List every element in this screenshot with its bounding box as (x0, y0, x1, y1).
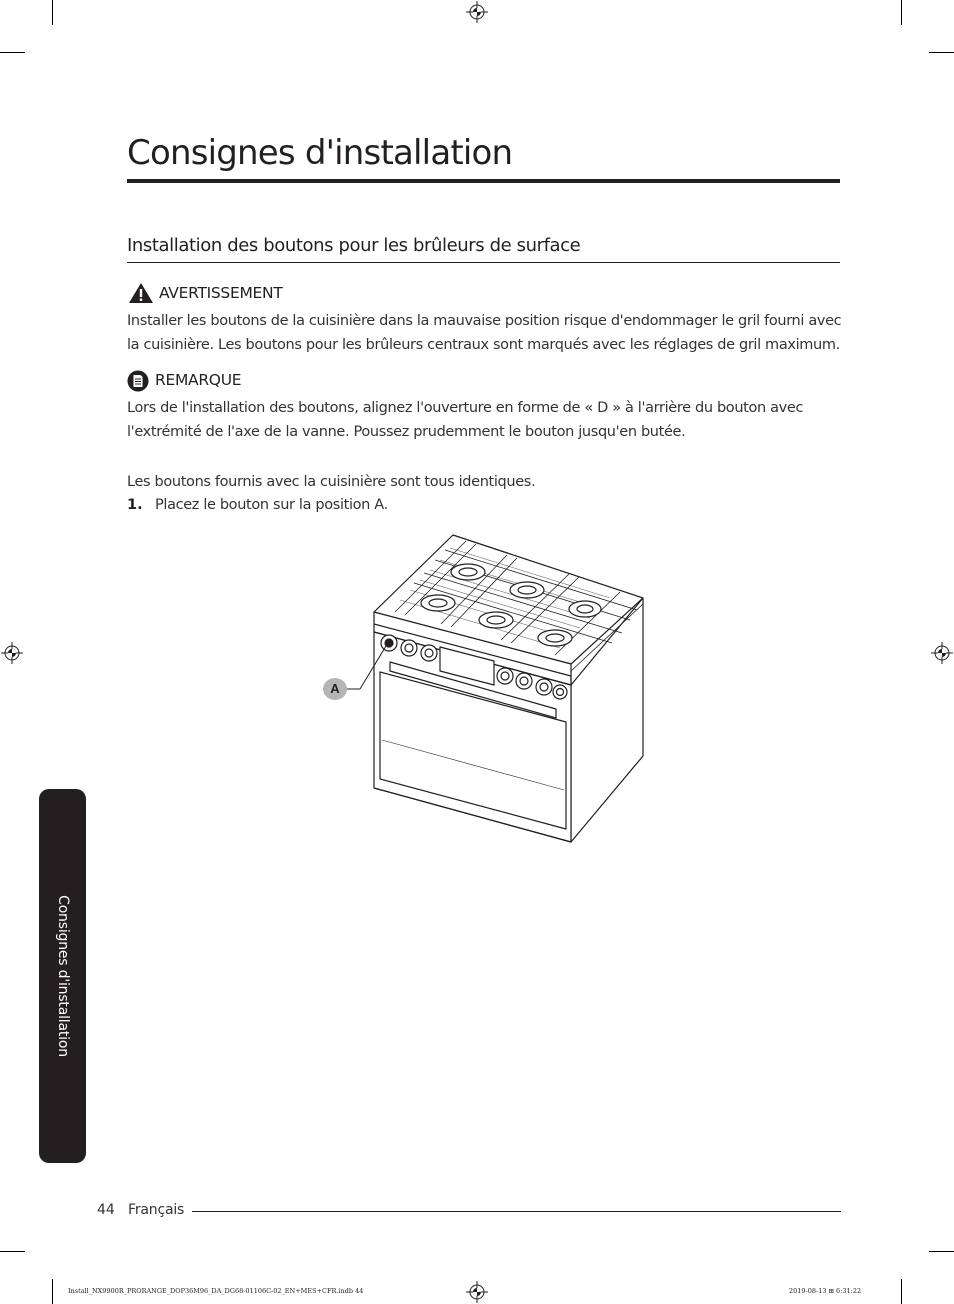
page-title: Consignes d'installation (127, 133, 513, 173)
footer-language: Français (128, 1202, 185, 1218)
crop-mark (929, 52, 954, 53)
note-line: Lors de l'installation des boutons, alignez l'ouverture en forme de « D » à l'arrière du bouton avec (127, 400, 804, 416)
section-rule (127, 262, 840, 263)
step-position: A (374, 497, 384, 513)
registration-mark-icon (1, 642, 23, 664)
range-illustration (318, 530, 648, 846)
page-number: 44 (97, 1202, 115, 1218)
crop-mark (0, 1251, 25, 1252)
crop-mark (901, 0, 902, 25)
intro-text: Les boutons fournis avec la cuisinière sont tous identiques. (127, 474, 536, 490)
step-end: . (383, 497, 388, 513)
warning-text (127, 310, 847, 357)
note-label: REMARQUE (155, 371, 242, 389)
note-text (127, 397, 847, 444)
warning-label: AVERTISSEMENT (159, 284, 283, 302)
warning-line: Installer les boutons de la cuisinière dans la mauvaise position risque d'endommager le gril fourni avec (127, 313, 842, 329)
callout-a: A (323, 678, 347, 700)
warning-triangle-icon (128, 282, 154, 304)
crop-mark (52, 1279, 53, 1304)
step-number: 1. (127, 497, 143, 513)
title-rule (127, 179, 840, 183)
crop-mark (0, 52, 25, 53)
print-slug-left: Install_NX9900R_PRORANGE_DOP36M96_DA_DG68-01106C-02_EN+MES+CFR.indb 44 (68, 1287, 364, 1295)
footer-rule (192, 1211, 841, 1212)
section-title: Installation des boutons pour les brûleurs de surface (127, 235, 581, 256)
step-text-main: Placez le bouton sur la position (155, 497, 375, 513)
note-line: l'extrémité de l'axe de la vanne. Poussez prudemment le bouton jusqu'en butée. (127, 423, 686, 440)
side-tab-label: Consignes d'installation (54, 895, 71, 1057)
print-slug-right: 2019-08-13 ⊞ 6:31:22 (789, 1287, 862, 1295)
crop-mark (901, 1279, 902, 1304)
crop-mark (929, 1251, 954, 1252)
registration-mark-icon (466, 1281, 488, 1303)
registration-mark-icon (466, 1, 488, 23)
registration-mark-icon (931, 642, 953, 664)
note-icon (127, 370, 149, 392)
step-text (155, 497, 388, 513)
side-tab (39, 789, 86, 1163)
warning-line: la cuisinière. Les boutons pour les brûleurs centraux sont marqués avec les réglages de gril maximum. (127, 336, 840, 353)
crop-mark (52, 0, 53, 25)
